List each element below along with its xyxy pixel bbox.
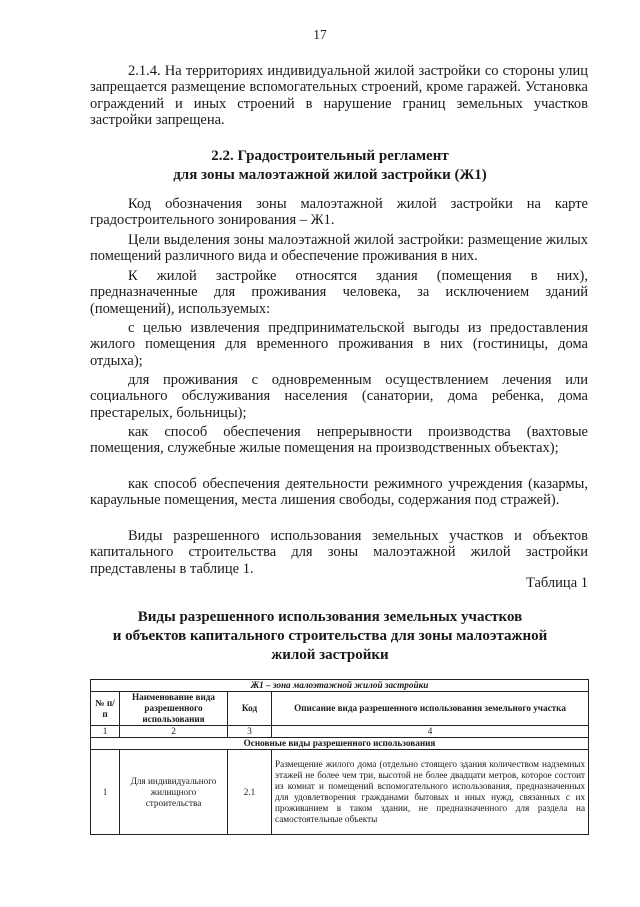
paragraph-exception-medical: для проживания с одновременным осуществлением лечения или социального обслуживания населения (санатории, дома ребенка, дома престарелых, больницы); xyxy=(90,372,588,421)
section-title-line-1: 2.2. Градостроительный регламент xyxy=(211,148,449,164)
section-title-line-2: для зоны малоэтажной жилой застройки (Ж1) xyxy=(173,167,487,183)
table-title-line-1: Виды разрешенного использования земельных участков xyxy=(137,609,523,625)
header-code: Код xyxy=(228,692,272,726)
page-number: 17 xyxy=(313,27,327,42)
paragraph-table-reference: Виды разрешенного использования земельных участков и объектов капитального строительства для зоны малоэтажной жилой застройки представлены в таблице 1. xyxy=(90,528,588,577)
table-label: Таблица 1 xyxy=(525,575,588,591)
index-cell: 4 xyxy=(272,726,589,738)
header-number: № п/п xyxy=(91,692,120,726)
paragraph-zone-code: Код обозначения зоны малоэтажной жилой застройки на карте градостроительного зонирования – Ж1. xyxy=(90,196,588,229)
table-zone-row xyxy=(91,680,589,692)
row-description: Размещение жилого дома (отдельно стоящего здания количеством надземных этажей не более чем три, высотой не более двадцати метров, которое состоит из комнат и помещений вспомогательного использования, предназначенных для удовлетворения гражданами бытовых и иных нужд, связанных с их проживанием в таком здании, не предназначенного для раздела на самостоятельные объекты xyxy=(272,750,589,835)
row-code: 2.1 xyxy=(228,750,272,835)
table-row xyxy=(91,750,589,835)
index-cell: 3 xyxy=(228,726,272,738)
paragraph-2-1-4: 2.1.4. На территориях индивидуальной жилой застройки со стороны улиц запрещается размещение вспомогательных строений, кроме гаражей. Установка ограждений и иных строений в нарушение границ земельных участков застройки запрещена. xyxy=(90,63,588,129)
table-index-row xyxy=(91,726,589,738)
row-use-name: Для индивидуального жилищного строительства xyxy=(120,750,228,835)
index-cell: 2 xyxy=(120,726,228,738)
index-cell: 1 xyxy=(91,726,120,738)
paragraph-exception-hotels: с целью извлечения предпринимательской выгоды из предоставления жилого помещения для временного проживания в них (гостиницы, дома отдыха); xyxy=(90,320,588,369)
header-name: Наименование вида разрешенного использования xyxy=(120,692,228,726)
paragraph-exception-regime: как способ обеспечения деятельности режимного учреждения (казармы, караульные помещения, места лишения свободы, содержания под стражей). xyxy=(90,476,588,509)
table-header-row xyxy=(91,692,589,726)
table-title-line-3: жилой застройки xyxy=(271,647,389,663)
header-description: Описание вида разрешенного использования земельного участка xyxy=(272,692,589,726)
table-title-line-2: и объектов капитального строительства для зоны малоэтажной xyxy=(112,628,548,644)
group-main-uses: Основные виды разрешенного использования xyxy=(91,738,589,750)
paragraph-residential-definition: К жилой застройке относятся здания (помещения в них), предназначенные для проживания человека, за исключением зданий (помещений), используемых: xyxy=(90,268,588,317)
table-group-row xyxy=(91,738,589,750)
paragraph-zone-goals: Цели выделения зоны малоэтажной жилой застройки: размещение жилых помещений различного вида и обеспечение проживания в них. xyxy=(90,232,588,265)
table-zone-header: Ж1 – зона малоэтажной жилой застройки xyxy=(91,680,589,692)
paragraph-exception-shift: как способ обеспечения непрерывности производства (вахтовые помещения, служебные жилые помещения на производственных объектах); xyxy=(90,424,588,457)
permitted-use-table xyxy=(90,679,589,835)
row-number: 1 xyxy=(91,750,120,835)
